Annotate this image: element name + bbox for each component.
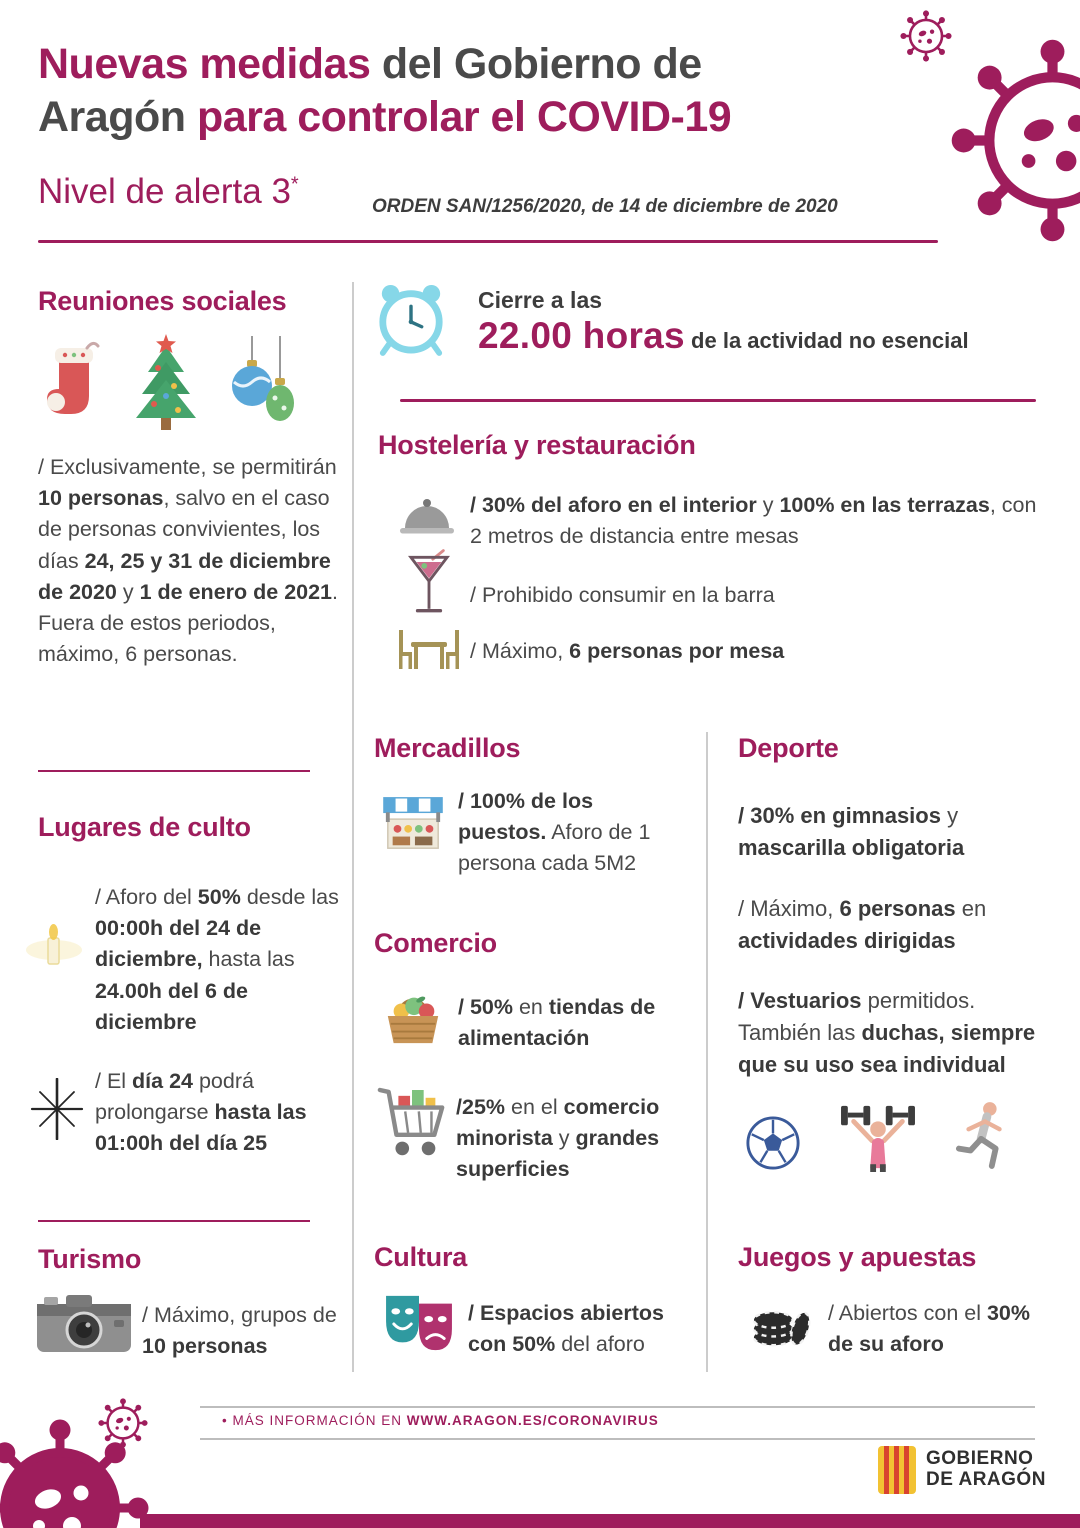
footer-divider-bottom [200,1438,1035,1440]
hosteleria-item2: / Prohibido consumir en la barra [470,583,775,607]
coronavirus-icon [900,10,952,62]
comercio-item1: / 50% en tiendas de alimentación [458,995,656,1051]
deporte-item2: / Máximo, 6 personas en actividades dirigidas [738,896,987,953]
footer-divider-top [200,1406,1035,1408]
camera-icon [36,1292,132,1354]
hosteleria-item1: / 30% del aforo en el interior y 100% en las terrazas, con 2 metros de distancia entre mesas [470,493,1037,549]
logo-line2: DE ARAGÓN [926,1469,1046,1490]
poker-chips-icon [748,1292,812,1350]
serving-cloche-icon [398,492,456,540]
section-title-hosteleria: Hostelería y restauración [378,430,696,460]
bottom-accent-bar [140,1514,1080,1528]
section-divider [38,770,310,772]
page-title-line1: Nuevas medidas del Gobierno de [38,40,702,88]
dumbbells-icon [837,1100,919,1172]
section-title-cultura: Cultura [374,1242,468,1272]
christmas-tree-icon [124,334,208,434]
hosteleria-item3: / Máximo, 6 personas por mesa [470,639,785,663]
deporte-item1: / 30% en gimnasios y mascarilla obligatoria [738,803,965,860]
lugares-item2: / El día 24 podrá prolongarse hasta las 01:00h del día 25 [95,1069,307,1156]
page-title-line2: Aragón para controlar el COVID-19 [38,93,732,142]
cocktail-icon [408,548,450,620]
baubles-icon [222,336,302,436]
runner-icon [955,1100,1015,1172]
deporte-icons-row [745,1100,1015,1172]
alert-level [38,172,299,212]
shopping-cart-icon [376,1086,448,1166]
theater-masks-icon [382,1292,456,1354]
header-divider [38,240,938,243]
juegos-item1: / Abiertos con el 30% de su aforo [828,1301,1030,1357]
footer-info: • MÁS INFORMACIÓN EN WWW.ARAGON.ES/CORONAVIRUS [222,1413,659,1428]
turismo-item1: / Máximo, grupos de 10 personas [142,1303,337,1359]
order-reference: ORDEN SAN/1256/2020, de 14 de diciembre de 2020 [372,196,838,217]
deporte-item3: / Vestuarios permitidos. También las duchas, siempre que su uso sea individual [738,988,1036,1077]
market-stall-icon [382,792,444,854]
section-title-mercadillos: Mercadillos [374,733,521,763]
candle-icon [24,920,88,972]
grocery-basket-icon [382,986,444,1048]
aragon-flag-icon [878,1446,916,1494]
section-divider [38,1220,310,1222]
stocking-icon [42,338,104,430]
closing-line1: Cierre a las [478,287,603,313]
football-icon [745,1114,801,1172]
alert-level-text: Nivel de alerta 3 [38,172,291,211]
coronavirus-icon [950,38,1080,243]
cultura-item1: / Espacios abiertos con 50% del aforo [468,1301,664,1357]
page-title [38,38,898,145]
section-title-lugares: Lugares de culto [38,812,251,842]
lugares-item1: / Aforo del 50% desde las 00:00h del 24 de diciembre, hasta las 24.00h del 6 de diciembre [95,885,339,1034]
reuniones-paragraph: / Exclusivamente, se permitirán 10 personas, salvo en el caso de personas convivientes, los días 24, 25 y 31 de diciembre de 2020 y 1 de enero de 2021. Fuera de estos periodos, máximo, 6 personas. [38,455,339,667]
column-divider [352,282,354,1372]
closing-line2: 22.00 horas de la actividad no esencial [478,315,969,356]
aragon-government-logo [878,1446,1046,1494]
logo-text [926,1449,1046,1490]
section-title-comercio: Comercio [374,928,497,958]
section-title-reuniones: Reuniones sociales [38,286,287,316]
sparkle-star-icon [26,1078,88,1140]
section-title-deporte: Deporte [738,733,839,763]
alarm-clock-icon [376,280,446,356]
comercio-item2: /25% en el comercio minorista y grandes superficies [456,1095,660,1182]
section-title-juegos: Juegos y apuestas [738,1242,977,1272]
coronavirus-icon [0,1418,150,1528]
section-title-turismo: Turismo [38,1244,142,1274]
table-chairs-icon [396,628,462,674]
mercadillos-item1: / 100% de los puestos. Aforo de 1 persona cada 5M2 [458,789,651,876]
column-divider [706,732,708,1372]
closing-divider [400,399,1036,402]
logo-line1: GOBIERNO [926,1448,1034,1470]
alert-asterisk: * [290,173,299,196]
